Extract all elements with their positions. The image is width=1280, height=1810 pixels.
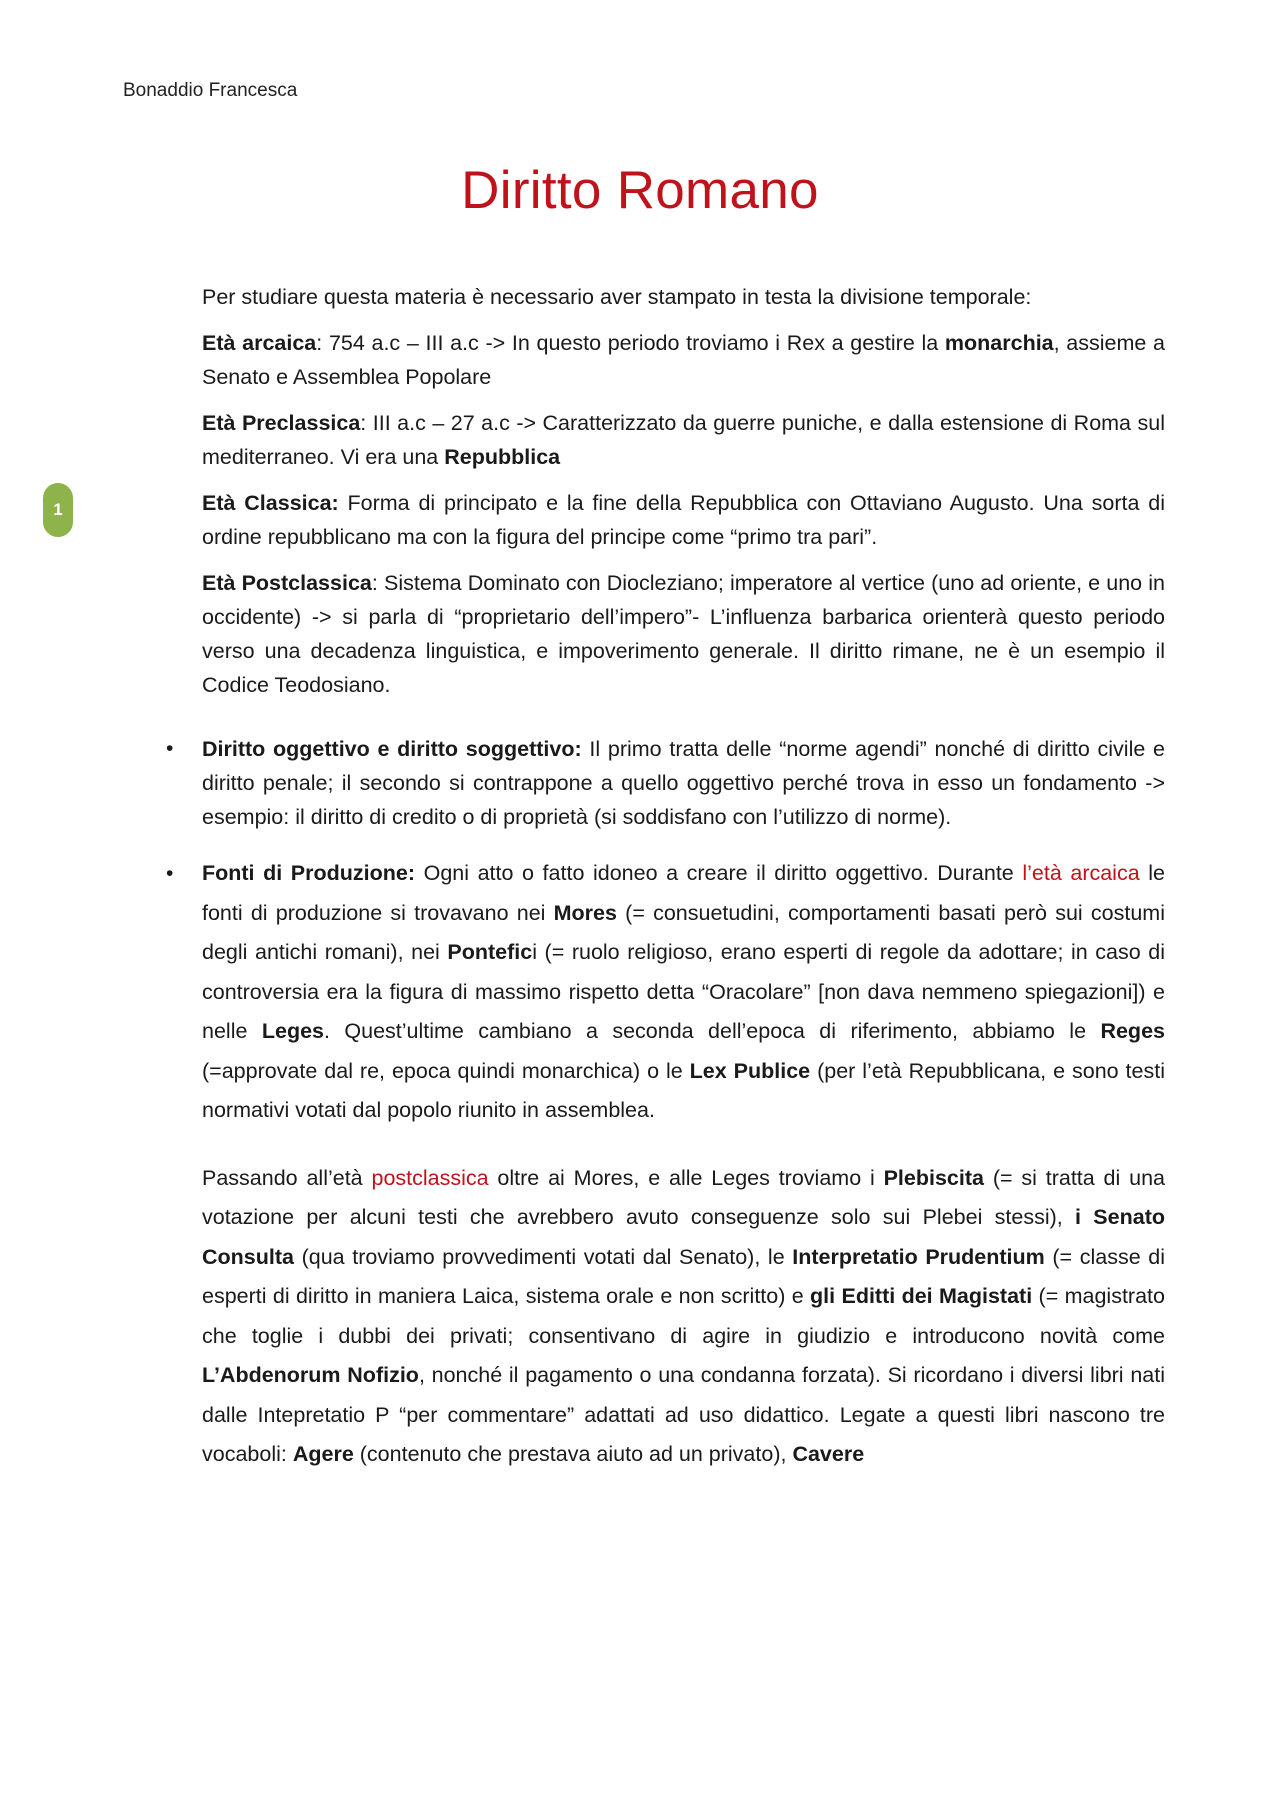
period-label: Età arcaica bbox=[202, 331, 317, 355]
period-postclassica: Età Postclassica: Sistema Dominato con Diocleziano; imperatore al vertice (uno ad oriente, e uno in occidente) -> si parla di “proprietario dell’impero”- L’influenza barbarica orienterà questo periodo verso una decadenza linguistica, e impoverimento generale. Il diritto rimane, ne è un esempio il Codice Teodosiano. bbox=[202, 571, 1165, 697]
document-title: Diritto Romano bbox=[461, 161, 819, 220]
list-item-fonti-produzione: • Fonti di Produzione: Ogni atto o fatto idoneo a creare il diritto oggettivo. Durante l’età arcaica le fonti di produzione si trovavano nei Mores (= consuetudini, comportamenti basati però sui costumi degli antichi romani), nei Pontefici (= ruolo religioso, erano esperti di regole da adottare; in caso di controversia era la figura di massimo rispetto detta “Oracolare” [non dava nemmeno spiegazioni]) e nelle Leges. Quest’ultime cambiano a seconda dell’epoca di riferimento, abbiamo le Reges (=approvate dal re, epoca quindi monarchica) o le Lex Publice (per l’età Repubblicana, e sono testi normativi votati dal popolo riunito in assemblea. bbox=[202, 854, 1165, 1131]
period-arcaica: Età arcaica: 754 a.c – III a.c -> In questo periodo troviamo i Rex a gestire la monarchia, assieme a Senato e Assemblea Popolare bbox=[202, 331, 1165, 389]
bullet-list bbox=[202, 732, 1165, 1131]
document-body bbox=[202, 280, 1165, 1487]
page-number-badge: 1 bbox=[43, 483, 73, 537]
period-label: Età Classica: bbox=[202, 491, 339, 515]
period-preclassica: Età Preclassica: III a.c – 27 a.c -> Caratterizzato da guerre puniche, e dalla estensione di Roma sul mediterraneo. Vi era una Repubblica bbox=[202, 411, 1165, 469]
page-header-author: Bonaddio Francesca bbox=[123, 80, 298, 101]
period-classica: Età Classica: Forma di principato e la fine della Repubblica con Ottaviano Augusto. Una sorta di ordine repubblicano ma con la figura del principe come “primo tra pari”. bbox=[202, 491, 1165, 549]
period-label: Età Preclassica bbox=[202, 411, 361, 435]
period-label: Età Postclassica bbox=[202, 571, 372, 595]
paragraph-postclassica: Passando all’età postclassica oltre ai Mores, e alle Leges troviamo i Plebiscita (= si tratta di una votazione per alcuni testi che avrebbero avuto conseguenze solo sui Plebei stessi), i Senato Consulta (qua troviamo provvedimenti votati dal Senato), le Interpretatio Prudentium (= classe di esperti di diritto in maniera Laica, sistema orale e non scritto) e gli Editti dei Magistati (= magistrato che toglie i dubbi dei privati; consentivano di agire in giudizio e introducono novità come L’Abdenorum Nofizio, nonché il pagamento o una condanna forzata). Si ricordano i diversi libri nati dalle Intepretatio P “per commentare” adattati ad uso didattico. Legate a questi libri nascono tre vocaboli: Agere (contenuto che prestava aiuto ad un privato), Cavere bbox=[202, 1165, 1166, 1466]
list-item-diritto-oggettivo: • Diritto oggettivo e diritto soggettivo: Il primo tratta delle “norme agendi” nonché di diritto civile e diritto penale; il secondo si contrappone a quello oggettivo perché trova in esso un fondamento -> esempio: il diritto di credito o di proprietà (si soddisfano con l’utilizzo di norme). bbox=[202, 732, 1165, 834]
intro-paragraph: Per studiare questa materia è necessario aver stampato in testa la divisione temporale: bbox=[202, 285, 1032, 309]
